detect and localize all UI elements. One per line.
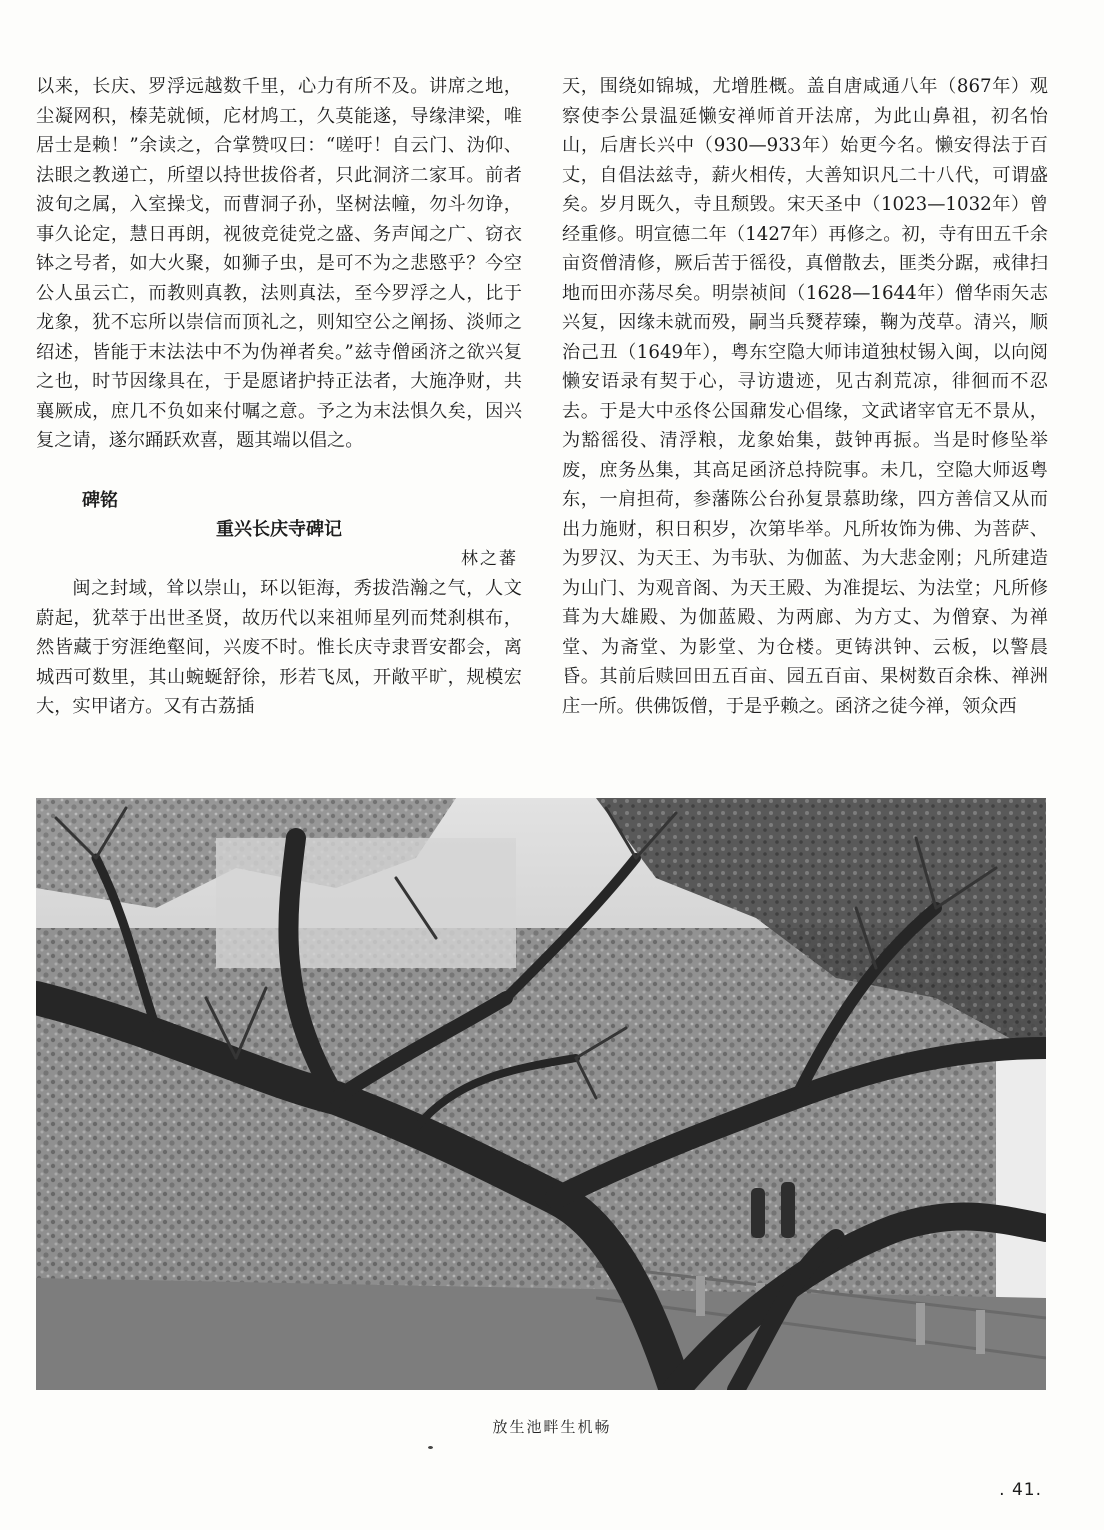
photo-caption: 放生池畔生机畅 [492, 1418, 612, 1436]
right-column [562, 72, 1048, 721]
trees-over-pond-railing-photo [36, 798, 1046, 1390]
body-paragraph: 天，围绕如锦城，尤增胜概。盖自唐咸通八年（867年）观察使李公景温延懒安禅师首开法席，为此山鼻祖，初名怡山，后唐长兴中（930—933年）始更今名。懒安得法于百丈，自倡法兹寺，薪火相传，大善知识凡二十八代，可谓盛矣。岁月既久，寺且颓毁。宋天圣中（1023—1032年）曾经重修。明宣德二年（1427年）再修之。初，寺有田五千余亩资僧清修，厥后苦于徭役，真僧散去，匪类分踞，戒律扫地而田亦荡尽矣。明崇祯间（1628—1644年）僧华雨矢志兴复，因缘未就而殁，嗣当兵燹荐臻，鞠为茂草。清兴，顺治己丑（1649年），粤东空隐大师讳道独杖锡入闽，以向阅懒安语录有契于心，寻访遗迹，见古刹荒凉，徘徊而不忍去。于是大中丞佟公国鼐发心倡缘，文武诸宰官无不景从，为豁徭役、清浮粮，龙象始集，鼓钟再振。当是时修坠举废，庶务丛集，其高足函济总持院事。未几，空隐大师返粤东，一肩担荷，参藩陈公台孙复景慕助缘，四方善信又从而出力施财，积日积岁，次第毕举。凡所妆饰为佛、为菩萨、为罗汉、为天王、为韦驮、为伽蓝、为大悲金刚；凡所建造为山门、为观音阁、为天王殿、为准提坛、为法堂；凡所修葺为大雄殿、为伽蓝殿、为两廊、为方丈、为僧寮、为禅堂、为斋堂、为影堂、为仓楼。更铸洪钟、云板，以警晨昏。其前后赎回田五百亩、园五百亩、果树数百余株、禅洲庄一所。供佛饭僧，于是乎赖之。函济之徒今禅，领众西 [562, 76, 1048, 717]
body-paragraph: 闽之封域，耸以崇山，环以钜海，秀拔浩瀚之气，人文蔚起，犹萃于出世圣贤，故历代以来祖师星列而梵刹棋布，然皆藏于穷涯绝壑间，兴废不时。惟长庆寺隶晋安都会，离城西可数里，其山蜿蜒舒徐，形若飞凤，开敞平旷，规模宏大，实甲诸方。又有古荔插 [36, 578, 522, 717]
section-heading: 碑铭 [82, 489, 118, 511]
print-speck [428, 1446, 433, 1449]
page-number: . 41. [999, 1480, 1042, 1500]
body-paragraph: 以来，长庆、罗浮远越数千里，心力有所不及。讲席之地，尘凝网积，榛芜就倾，庀材鸠工，久莫能遂，导缘津梁，唯居士是赖！”余读之，合掌赞叹曰：“嗟吁！自云门、沩仰、法眼之教递亡，所望以持世拔俗者，只此洞济二家耳。前者波旬之属，入室操戈，而曹洞子孙，坚树法幢，勿斗勿诤，事久论定，慧日再朗，视彼竞徒党之盛、务声闻之广、窃衣钵之号者，如大火聚，如狮子虫，是可不为之悲愍乎？今空公人虽云亡，而教则真教，法则真法，至今罗浮之人，比于龙象，犹不忘所以崇信而顶礼之，则知空公之阐扬、淡师之绍述，皆能于末法法中不为伪禅者矣。”兹寺僧函济之欲兴复之也，时节因缘具在，于是愿诸护持正法者，大施净财，共襄厥成，庶几不负如来付嘱之意。予之为末法惧久矣，因兴复之请，遂尔踊跃欢喜，题其端以倡之。 [36, 76, 522, 451]
article-title: 重兴长庆寺碑记 [216, 519, 342, 540]
author-name: 林之蕃 [461, 548, 518, 569]
left-column [36, 72, 522, 722]
